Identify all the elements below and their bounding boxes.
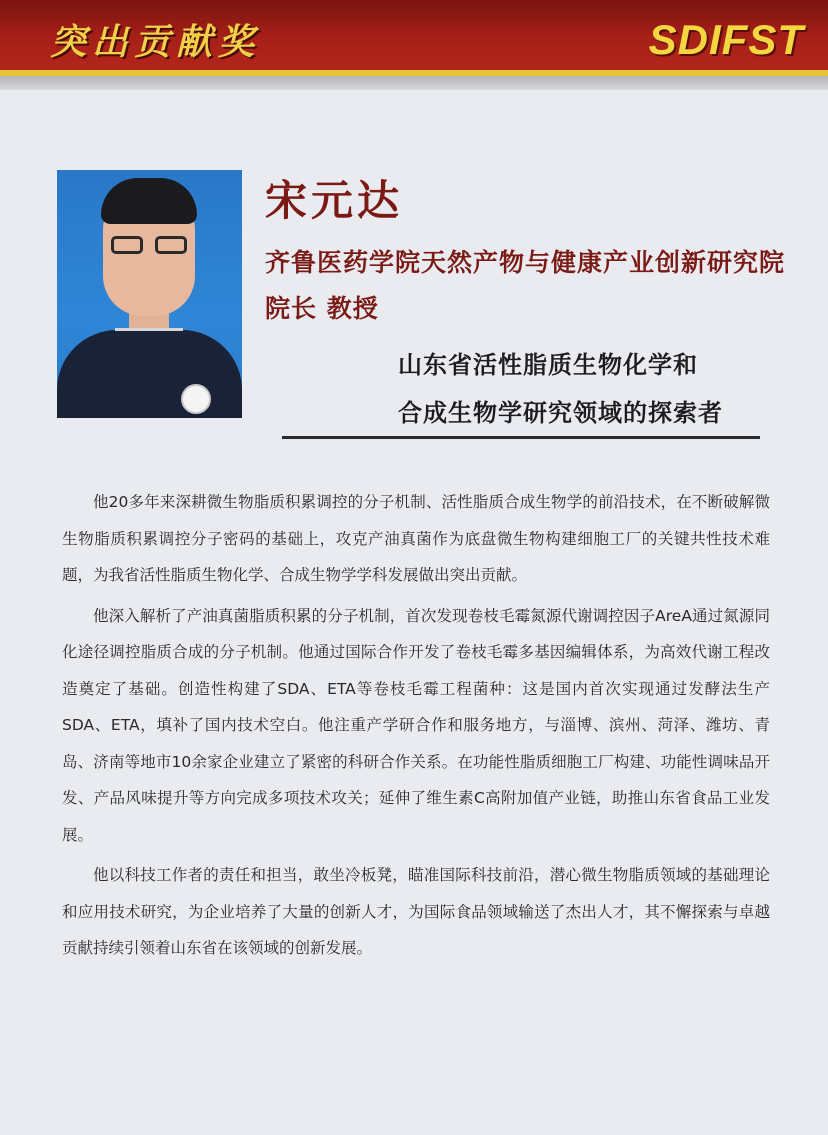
divider-rule bbox=[282, 436, 760, 439]
portrait-photo bbox=[57, 170, 242, 418]
affiliation-institute: 齐鲁医药学院天然产物与健康产业创新研究院 bbox=[265, 248, 786, 277]
header-gray-band bbox=[0, 76, 828, 90]
brand-logo-text: SDIFST bbox=[648, 16, 804, 63]
emblem-badge-icon bbox=[181, 384, 211, 414]
header-banner bbox=[0, 0, 828, 84]
tagline-line-2: 合成生物学研究领域的探索者 bbox=[398, 400, 723, 427]
tagline-line-1: 山东省活性脂质生物化学和 bbox=[398, 352, 698, 379]
biography-text bbox=[62, 484, 770, 971]
person-name: 宋元达 bbox=[265, 176, 404, 225]
award-title: 突出贡献奖 bbox=[50, 21, 261, 63]
paragraph: 他以科技工作者的责任和担当，敢坐冷板凳，瞄准国际科技前沿，潜心微生物脂质领域的基础理论和应用技术研究，为企业培养了大量的创新人才，为国际食品领域输送了杰出人才，其不懈探索与卓越贡献持续引领着山东省在该领域的创新发展。 bbox=[62, 866, 770, 957]
affiliation bbox=[265, 240, 805, 332]
paragraph: 他深入解析了产油真菌脂质积累的分子机制，首次发现卷枝毛霉氮源代谢调控因子AreA通过氮源同化途径调控脂质合成的分子机制。他通过国际合作开发了卷枝毛霉多基因编辑体系，为高效代谢工程改造奠定了基础。创造性构建了SDA、ETA等卷枝毛霉工程菌种：这是国内首次实现通过发酵法生产SDA、ETA，填补了国内技术空白。他注重产学研合作和服务地方，与淄博、滨州、菏泽、潍坊、青岛、济南等地市10余家企业建立了紧密的科研合作关系。在功能性脂质细胞工厂构建、功能性调味品开发、产品风味提升等方向完成多项技术攻关；延伸了维生素C高附加值产业链，助推山东省食品工业发展。 bbox=[62, 606, 770, 844]
tagline bbox=[398, 342, 723, 438]
paragraph: 他20多年来深耕微生物脂质积累调控的分子机制、活性脂质合成生物学的前沿技术，在不断破解微生物脂质积累调控分子密码的基础上，攻克产油真菌作为底盘微生物构建细胞工厂的关键共性技术难题，为我省活性脂质生物化学、合成生物学学科发展做出突出贡献。 bbox=[62, 493, 770, 584]
glasses-icon bbox=[111, 236, 187, 254]
affiliation-title: 院长 教授 bbox=[265, 294, 379, 323]
